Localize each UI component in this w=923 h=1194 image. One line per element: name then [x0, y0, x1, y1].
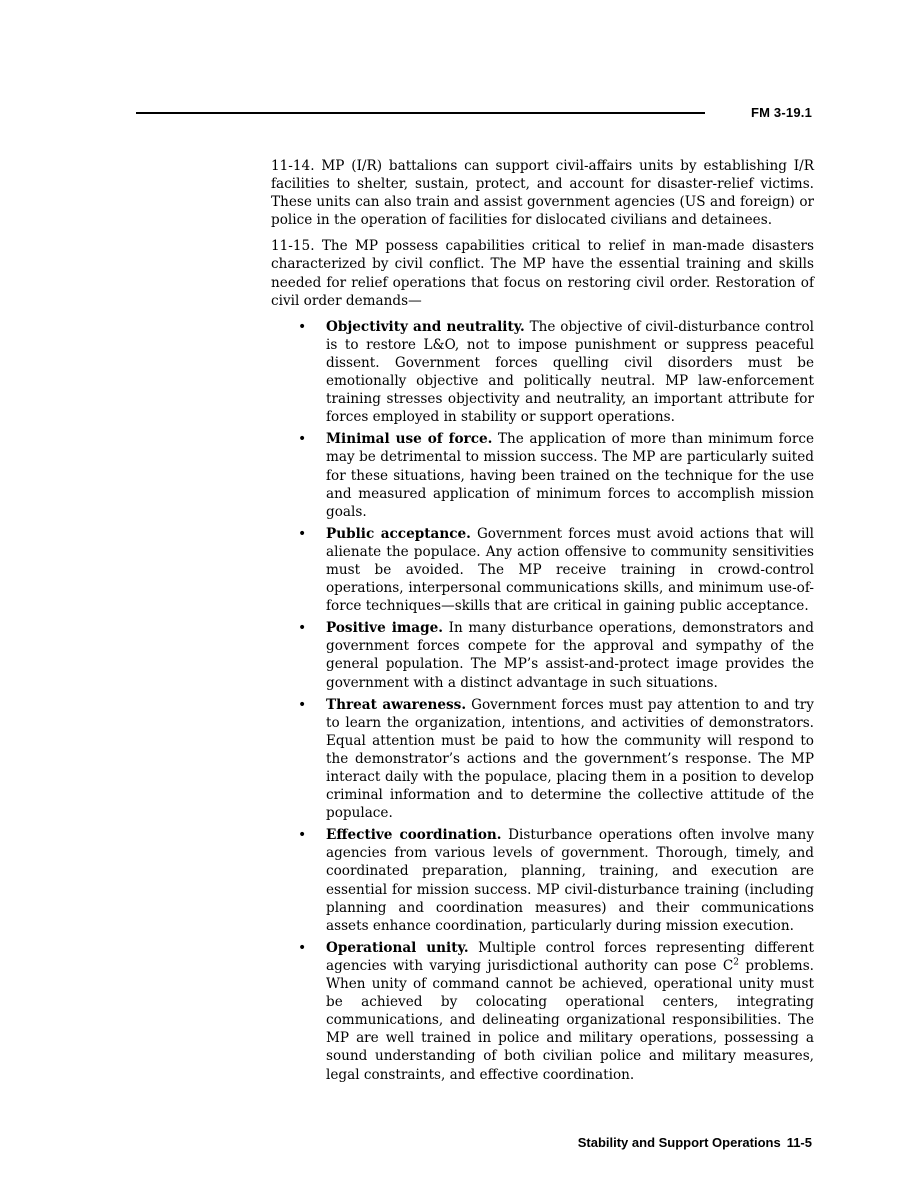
bullet-icon: • — [298, 525, 307, 542]
list-item-heading: Objectivity and neutrality. — [326, 318, 525, 335]
list-item — [271, 619, 814, 691]
list-item-text-continued: problems. When unity of command cannot be achieved, operational unity must be achieved by colocating operational centers, integrating communications, and delineating organizational responsibilities. The MP are well trained in police and military operations, possessing a sound understanding of both civilian police and military measures, legal constraints, and effective coordination. — [326, 957, 814, 1083]
list-item-text: The objective of civil-disturbance control is to restore L&O, not to impose punishment or suppress peaceful dissent. Government forces quelling civil disorders must be emotionally objective and politically neutral. MP law-enforcement training stresses objectivity and neutrality, an important attribute for forces employed in stability or support operations. — [326, 318, 814, 426]
paragraph-11-15: 11-15. The MP possess capabilities critical to relief in man-made disasters characterized by civil conflict. The MP have the essential training and skills needed for relief operations that focus on restoring civil order. Restoration of civil order demands— — [271, 238, 814, 309]
list-item-heading: Positive image. — [326, 620, 443, 637]
list-item-text: Disturbance operations often involve many agencies from various levels of government. Thorough, timely, and coordinated preparation, planning, training, and execution are essential for mission success. MP civil-disturbance training (including planning and coordination measures) and their communications assets enhance coordination, particularly during mission execution. — [326, 827, 814, 934]
list-item-heading: Operational unity. — [326, 939, 469, 956]
footer-chapter-title: Stability and Support Operations — [577, 1135, 781, 1150]
bullet-icon: • — [298, 318, 307, 335]
list-item-text: Government forces must pay attention to and try to learn the organization, intentions, and activities of demonstrators. Equal attention must be paid to how the community will respond to the demonstrator’s actions and the government’s response. The MP interact daily with the populace, placing them in a position to develop criminal information and to determine the collective attitude of the populace. — [326, 696, 814, 822]
list-item-heading: Threat awareness. — [326, 696, 467, 713]
bullet-icon: • — [298, 939, 307, 956]
list-item — [271, 939, 814, 1084]
list-item — [271, 525, 814, 615]
page-number: 11-5 — [786, 1135, 812, 1150]
list-item-text: Multiple control forces representing different agencies with varying jurisdictional authority can pose C — [326, 939, 814, 974]
restoration-demands-list — [271, 318, 814, 1084]
paragraph-11-14: 11-14. MP (I/R) battalions can support civil-affairs units by establishing I/R facilities to shelter, sustain, protect, and account for disaster-relief victims. These units can also train and assist government agencies (US and foreign) or police in the operation of facilities for dislocated civilians and detainees. — [271, 158, 814, 229]
bullet-icon: • — [298, 696, 307, 713]
list-item-heading: Public acceptance. — [326, 525, 471, 542]
page-body — [271, 157, 814, 1088]
list-item — [271, 430, 814, 520]
list-item-text: The application of more than minimum force may be detrimental to mission success. The MP are particularly suited for these situations, having been trained on the technique for the use and measured application of minimum forces to accomplish mission goals. — [326, 431, 814, 520]
list-item-text: In many disturbance operations, demonstrators and government forces compete for the approval and sympathy of the general population. The MP’s assist-and-protect image provides the government with a distinct advantage in such situations. — [326, 620, 814, 691]
superscript: 2 — [733, 957, 740, 968]
list-item-heading: Effective coordination. — [326, 827, 502, 844]
list-item-text: Government forces must avoid actions that will alienate the populace. Any action offensive to community sensitivities must be avoided. The MP receive training in crowd-control operations, interpersonal communications skills, and minimum use-of-force techniques—skills that are critical in gaining public acceptance. — [326, 525, 814, 615]
bullet-icon: • — [298, 431, 307, 448]
list-item — [271, 826, 814, 935]
page-footer — [578, 1135, 812, 1150]
list-item — [271, 318, 814, 427]
manual-code: FM 3-19.1 — [750, 105, 812, 120]
list-item — [271, 696, 814, 823]
bullet-icon: • — [298, 827, 307, 844]
list-item-heading: Minimal use of force. — [326, 431, 493, 448]
bullet-icon: • — [298, 620, 307, 637]
header-rule — [136, 112, 705, 114]
